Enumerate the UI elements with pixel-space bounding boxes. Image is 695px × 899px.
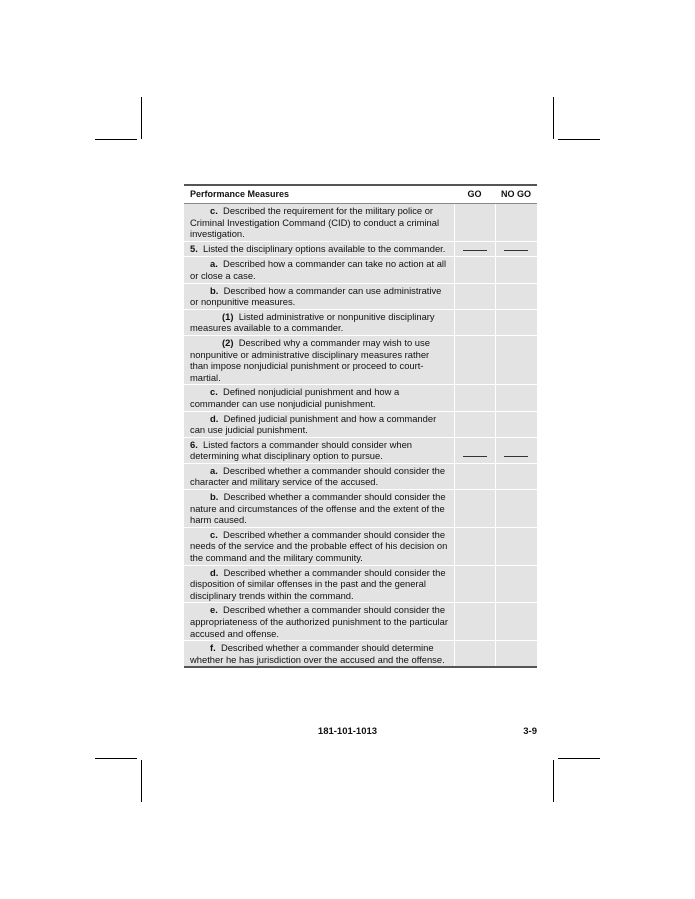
measure-cell — [184, 641, 454, 668]
measure-number: e. — [210, 604, 218, 616]
go-cell — [454, 385, 495, 411]
go-cell — [454, 490, 495, 528]
crop-mark-bottom-left-vertical — [141, 760, 142, 802]
no-go-cell — [495, 335, 537, 384]
measure-cell — [184, 385, 454, 411]
crop-mark-bottom-right-horizontal — [558, 758, 600, 759]
measure-number: a. — [210, 258, 218, 270]
measure-cell — [184, 309, 454, 335]
table-row — [184, 603, 537, 641]
header-performance-measures: Performance Measures — [184, 185, 454, 204]
measure-number: d. — [210, 412, 219, 424]
table-row — [184, 565, 537, 603]
no-go-cell — [495, 385, 537, 411]
measure-number: c. — [210, 528, 218, 540]
go-cell — [454, 309, 495, 335]
table-row — [184, 641, 537, 668]
header-no-go: NO GO — [495, 185, 537, 204]
go-cell — [454, 335, 495, 384]
measure-text: Described whether a commander should consider the disposition of similar offenses in the past and the general disciplinary trends within the command. — [190, 566, 446, 601]
go-cell — [454, 527, 495, 565]
measure-cell — [184, 490, 454, 528]
go-cell — [454, 565, 495, 603]
table-row — [184, 385, 537, 411]
go-cell — [454, 411, 495, 437]
measure-cell — [184, 463, 454, 489]
no-go-cell — [495, 641, 537, 668]
go-blank-line[interactable] — [463, 455, 487, 457]
table-row — [184, 463, 537, 489]
performance-measures-table — [184, 184, 537, 668]
crop-mark-bottom-left-horizontal — [95, 758, 137, 759]
no-go-cell — [495, 204, 537, 242]
no-go-cell — [495, 309, 537, 335]
table-row — [184, 527, 537, 565]
table-row — [184, 335, 537, 384]
measure-cell — [184, 204, 454, 242]
no-go-cell — [495, 283, 537, 309]
measure-text: Defined nonjudicial punishment and how a commander can use nonjudicial punishment. — [190, 386, 400, 409]
measure-text: Described how a commander can take no action at all or close a case. — [190, 258, 447, 281]
table-row — [184, 204, 537, 242]
measure-cell — [184, 527, 454, 565]
measure-number: f. — [210, 642, 216, 654]
table-row — [184, 257, 537, 283]
measure-cell — [184, 257, 454, 283]
no-go-cell — [495, 603, 537, 641]
go-cell — [454, 437, 495, 463]
crop-mark-top-left-horizontal — [95, 139, 137, 140]
measure-number: (1) — [222, 310, 234, 322]
measure-cell — [184, 335, 454, 384]
measure-cell — [184, 603, 454, 641]
go-blank-line[interactable] — [463, 249, 487, 251]
crop-mark-top-left-vertical — [141, 97, 142, 139]
table-row — [184, 411, 537, 437]
page-number: 3-9 — [523, 726, 537, 737]
crop-mark-bottom-right-vertical — [553, 760, 554, 802]
measure-text: Described whether a commander should consider the character and military service of the accused. — [190, 464, 446, 488]
measure-number: a. — [210, 464, 218, 476]
header-go: GO — [454, 185, 495, 204]
no-go-cell — [495, 411, 537, 437]
no-go-cell — [495, 463, 537, 489]
go-cell — [454, 463, 495, 489]
crop-mark-top-right-horizontal — [558, 139, 600, 140]
no-go-cell — [495, 241, 537, 257]
measure-number: b. — [210, 491, 219, 503]
table-row — [184, 490, 537, 528]
measure-cell — [184, 565, 454, 603]
go-cell — [454, 241, 495, 257]
measure-text: Listed factors a commander should consider when determining what disciplinary option to pursue. — [190, 438, 413, 462]
no-go-cell — [495, 257, 537, 283]
measure-number: b. — [210, 284, 219, 296]
measure-text: Described how a commander can use administrative or nonpunitive measures. — [190, 284, 442, 308]
table-row — [184, 437, 537, 463]
measure-number: 5. — [190, 242, 198, 254]
table-row — [184, 241, 537, 257]
measure-text: Described whether a commander should consider the needs of the service and the probable effect of his decision on the command and the military community. — [190, 528, 448, 564]
go-cell — [454, 603, 495, 641]
measure-text: Described why a commander may wish to use nonpunitive or administrative disciplinary measures rather than impose nonjudicial punishment or proceed to court-martial. — [190, 336, 430, 383]
document-code: 181-101-1013 — [317, 726, 378, 737]
go-cell — [454, 204, 495, 242]
table-header-row — [184, 185, 537, 204]
measure-cell — [184, 241, 454, 257]
crop-mark-top-right-vertical — [553, 97, 554, 139]
go-cell — [454, 641, 495, 668]
no-go-blank-line[interactable] — [504, 455, 528, 457]
go-cell — [454, 257, 495, 283]
measure-number: 6. — [190, 438, 198, 450]
measure-number: (2) — [222, 336, 234, 348]
measure-text: Described whether a commander should determine whether he has jurisdiction over the accused and the offense. — [190, 642, 445, 665]
measure-number: d. — [210, 566, 219, 578]
measure-cell — [184, 411, 454, 437]
table-row — [184, 283, 537, 309]
measure-text: Listed administrative or nonpunitive disciplinary measures available to a commander. — [190, 310, 435, 334]
go-cell — [454, 283, 495, 309]
no-go-cell — [495, 490, 537, 528]
no-go-blank-line[interactable] — [504, 249, 528, 251]
measure-text: Described whether a commander should consider the nature and circumstances of the offense and the extent of the harm caused. — [190, 491, 446, 526]
no-go-cell — [495, 527, 537, 565]
measure-text: Defined judicial punishment and how a commander can use judicial punishment. — [190, 412, 437, 436]
measure-cell — [184, 437, 454, 463]
measure-number: c. — [210, 205, 218, 216]
measure-text: Listed the disciplinary options available to the commander. — [203, 242, 446, 254]
measure-text: Described the requirement for the military police or Criminal Investigation Command (CID) to conduct a criminal investigation. — [190, 205, 440, 240]
no-go-cell — [495, 565, 537, 603]
table-row — [184, 309, 537, 335]
measure-text: Described whether a commander should consider the appropriateness of the authorized punishment to the particular accused and offense. — [190, 604, 448, 639]
no-go-cell — [495, 437, 537, 463]
measure-number: c. — [210, 386, 218, 398]
measure-cell — [184, 283, 454, 309]
